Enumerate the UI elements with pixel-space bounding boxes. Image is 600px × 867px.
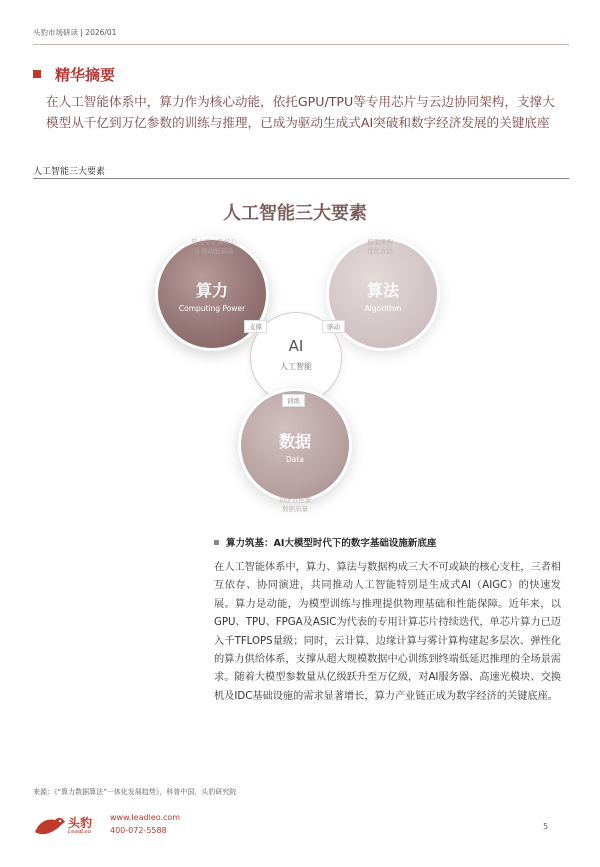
body-paragraph: 在人工智能体系中，算力、算法与数据构成三大不可或缺的核心支柱，三者相互依存、协同演进，共同推动人工智能特别是生成式AI（AIGC）的快速发展。算力是动能，为模型训练与推理提供物理基础和性能保障。近年来，以GPU、TPU、FPGA及ASIC为代表的专用计算芯片持续迭代，单芯片算力已迈入千TFLOPS量级；同时，云计算、边缘计算与雾计算构建起多层次、弹性化的算力供给体系，支撑从超大规模数据中心训练到终端低延迟推理的全场景需求。随着大模型参数量从亿级跃升至万亿级，对AI服务器、高速光模块、交换机及IDC基础设施的需求显著增长，算力产业链正成为数字经济的关键底座。	[214, 562, 561, 702]
source-note: 来源：《“算力数据算法”一体化发展趋势》，科普中国，头豹研究院	[33, 788, 237, 796]
algorithm-en: Algorithm	[364, 304, 402, 313]
data-faint-note: 训练数据集 数据质量	[278, 496, 312, 513]
phone-number: 400-072-5588	[110, 826, 167, 835]
website-link[interactable]: www.leadleo.com	[110, 813, 181, 822]
bullet-title: 算力筑基：AI大模型时代下的数字基础设施新底座	[226, 538, 437, 549]
ai-subtitle: 人工智能	[280, 362, 312, 371]
support-tag: 支撑	[244, 320, 267, 333]
algorithm-cn: 算法	[366, 281, 399, 300]
summary-text: 在人工智能体系中，算力作为核心动能，依托GPU/TPU等专用芯片与云边协同架构，支撑大模型从千亿到万亿参数的训练与推理，已成为驱动生成式AI突破和数字经济发展的关键底座	[46, 94, 555, 130]
section-title: 精华摘要	[55, 66, 116, 84]
train-tag: 训练	[282, 394, 305, 407]
section-marker	[33, 70, 41, 78]
drive-tag: 驱动	[322, 320, 345, 333]
header-divider	[33, 44, 569, 45]
page-number: 5	[543, 822, 549, 831]
figure-divider	[33, 178, 569, 179]
algorithm-faint-note: 模型架构 优化方法	[367, 238, 393, 255]
logo-text-cn: 头豹	[68, 816, 93, 830]
bullet-marker	[214, 540, 219, 545]
header-text: 头豹市场研读 | 2026/01	[33, 28, 117, 37]
compute-cn: 算力	[195, 281, 228, 300]
diagram-title: 人工智能三大要素	[223, 203, 367, 224]
ai-title: AI	[288, 337, 304, 355]
figure-label: 人工智能三大要素	[33, 167, 106, 177]
data-cn: 数据	[278, 432, 311, 451]
compute-faint-note: 算力是计算核心 计算动能基础	[191, 238, 237, 255]
logo-text-en: LeadLeo	[68, 829, 92, 835]
data-en: Data	[286, 455, 304, 464]
compute-en: Computing Power	[178, 304, 246, 313]
